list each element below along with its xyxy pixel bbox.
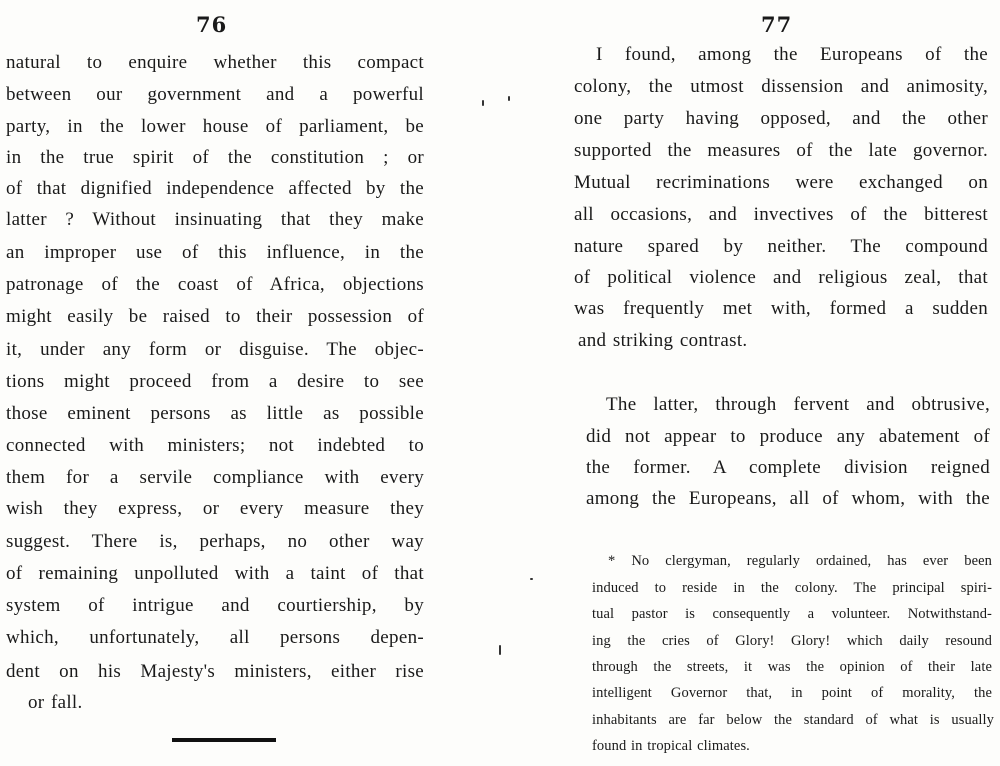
footnote-line: * No clergyman, regularly ordained, has ever been — [608, 553, 992, 569]
paragraph-line: supported the measures of the late governor. — [574, 140, 988, 161]
right-page — [540, 0, 1000, 766]
paragraph-line: nature spared by neither. The compound — [574, 236, 988, 257]
left-line: it, under any form or disguise. The objec- — [6, 339, 424, 360]
paragraph-line: one party having opposed, and the other — [574, 108, 988, 129]
left-line: of remaining unpolluted with a taint of that — [6, 563, 424, 584]
paragraph-line: of political violence and religious zeal, that — [574, 267, 988, 288]
left-line: dent on his Majesty's ministers, either rise — [6, 661, 424, 682]
left-line: an improper use of this influence, in the — [6, 242, 424, 263]
paragraph-line: all occasions, and invectives of the bitterest — [574, 204, 988, 225]
scan-speck — [508, 96, 510, 101]
left-line: system of intrigue and courtiership, by — [6, 595, 424, 616]
paragraph-line: The latter, through fervent and obtrusive, — [606, 394, 990, 415]
paragraph-line: I found, among the Europeans of the — [596, 44, 988, 65]
left-line: tions might proceed from a desire to see — [6, 371, 424, 392]
footnote-line: found in tropical climates. — [592, 738, 750, 754]
paragraph-line: among the Europeans, all of whom, with the — [586, 488, 990, 509]
footnote-line: ing the cries of Glory! Glory! which daily resound — [592, 633, 992, 649]
paragraph-line: Mutual recriminations were exchanged on — [574, 172, 988, 193]
left-line: those eminent persons as little as possible — [6, 403, 424, 424]
right-page-number: 77 — [761, 12, 793, 37]
left-line: suggest. There is, perhaps, no other way — [6, 531, 424, 552]
page-end-rule — [172, 738, 276, 742]
footnote-line: induced to reside in the colony. The principal spiri- — [592, 580, 992, 596]
left-line: natural to enquire whether this compact — [6, 52, 424, 73]
scan-speck — [482, 100, 484, 106]
left-line: might easily be raised to their possession of — [6, 306, 424, 327]
left-line: connected with ministers; not indebted to — [6, 435, 424, 456]
paragraph-line: the former. A complete division reigned — [586, 457, 990, 478]
left-line: party, in the lower house of parliament, be — [6, 116, 424, 137]
scan-speck — [530, 578, 533, 580]
footnote-line: inhabitants are far below the standard of what is usually — [592, 712, 994, 728]
left-line: in the true spirit of the constitution ; or — [6, 147, 424, 168]
left-page — [0, 0, 470, 766]
footnote-line: intelligent Governor that, in point of morality, the — [592, 685, 992, 701]
left-line: patronage of the coast of Africa, objections — [6, 274, 424, 295]
paragraph-line: colony, the utmost dissension and animosity, — [574, 76, 988, 97]
left-line: which, unfortunately, all persons depen- — [6, 627, 424, 648]
left-line: wish they express, or every measure they — [6, 498, 424, 519]
footnote-line: tual pastor is consequently a volunteer. Notwithstand- — [592, 606, 992, 622]
footnote-line: through the streets, it was the opinion of their late — [592, 659, 992, 675]
paragraph-line: did not appear to produce any abatement of — [586, 426, 990, 447]
left-line: or fall. — [28, 692, 83, 713]
paragraph-line: was frequently met with, formed a sudden — [574, 298, 988, 319]
left-line: of that dignified independence affected by the — [6, 178, 424, 199]
left-page-number: 76 — [196, 12, 228, 37]
left-line: between our government and a powerful — [6, 84, 424, 105]
left-line: latter ? Without insinuating that they make — [6, 209, 424, 230]
scan-speck — [499, 645, 501, 655]
left-line: them for a servile compliance with every — [6, 467, 424, 488]
paragraph-line: and striking contrast. — [578, 330, 748, 351]
